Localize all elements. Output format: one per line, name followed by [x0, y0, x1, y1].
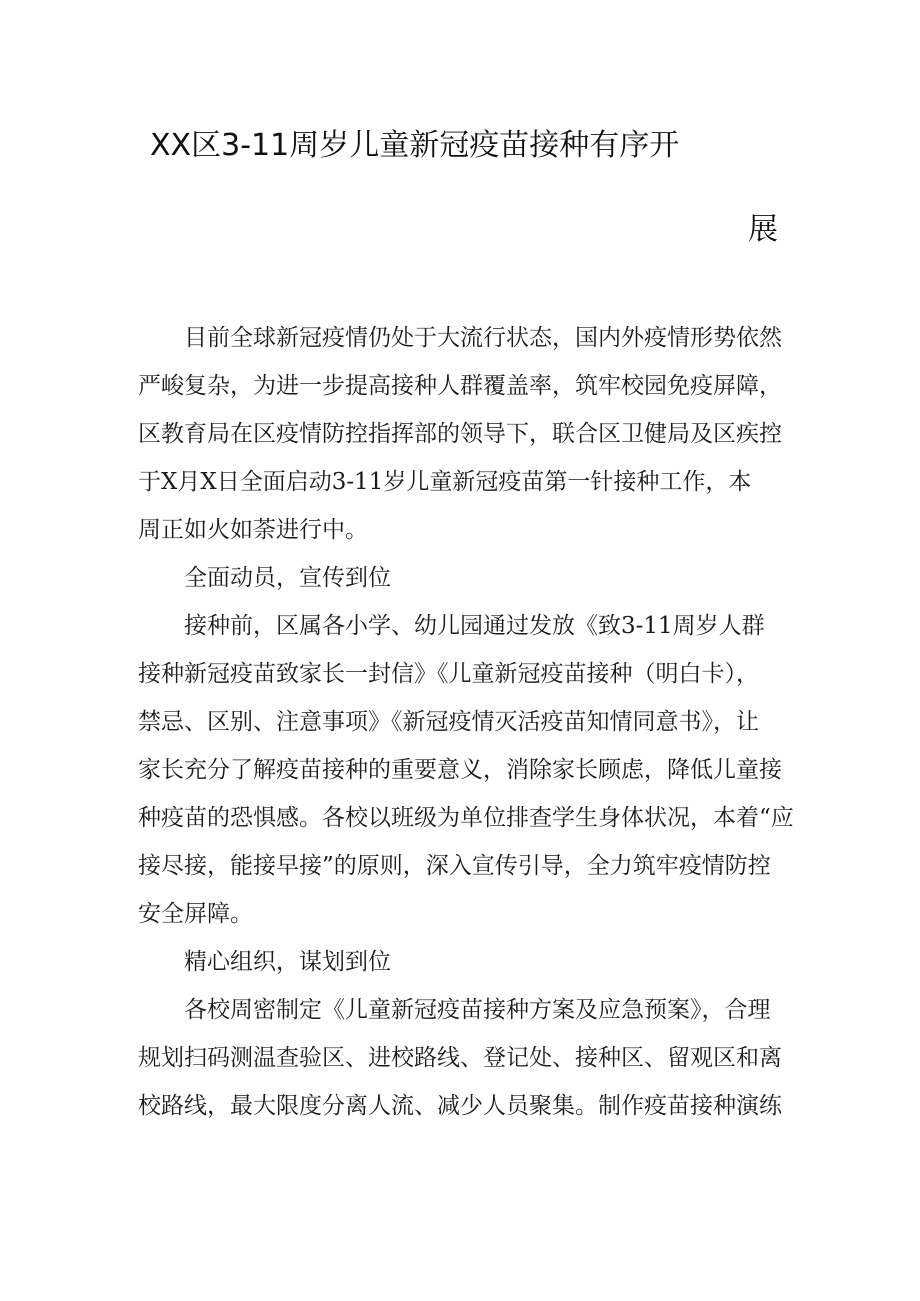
paragraph-line: 校路线，最大限度分离人流、减少人员聚集。制作疫苗接种演练	[138, 1093, 782, 1119]
paragraph-line: 接尽接，能接早接”的原则，深入宣传引导，全力筑牢疫情防控	[138, 853, 771, 879]
section-heading: 全面动员，宣传到位	[184, 565, 391, 591]
paragraph-line: 规划扫码测温查验区、进校路线、登记处、接种区、留观区和离	[138, 1045, 782, 1071]
document-title-line-2: 展	[748, 212, 778, 247]
paragraph-line: 接种前，区属各小学、幼儿园通过发放《致3-11周岁人群	[184, 613, 765, 639]
paragraph-line: 接种新冠疫苗致家长一封信》《儿童新冠疫苗接种（明白卡），	[138, 661, 759, 687]
paragraph-line: 于X月X日全面启动3-11岁儿童新冠疫苗第一针接种工作，本	[138, 469, 752, 495]
document-body	[138, 314, 794, 1130]
paragraph-line: 周正如火如荼进行中。	[138, 517, 368, 543]
paragraph-line: 各校周密制定《儿童新冠疫苗接种方案及应急预案》，合理	[184, 997, 771, 1023]
section-heading: 精心组织，谋划到位	[184, 949, 391, 975]
paragraph-line: 区教育局在区疫情防控指挥部的领导下，联合区卫健局及区疾控	[138, 421, 782, 447]
document-title-line-1: XX区3-11周岁儿童新冠疫苗接种有序开	[150, 128, 680, 163]
paragraph-line: 目前全球新冠疫情仍处于大流行状态，国内外疫情形势依然	[184, 325, 782, 351]
paragraph-line: 种疫苗的恐惧感。各校以班级为单位排查学生身体状况，本着“应	[138, 805, 794, 831]
paragraph-line: 家长充分了解疫苗接种的重要意义，消除家长顾虑，降低儿童接	[138, 757, 782, 783]
paragraph-line: 严峻复杂，为进一步提高接种人群覆盖率，筑牢校园免疫屏障，	[138, 373, 782, 399]
paragraph-line: 安全屏障。	[138, 901, 253, 927]
paragraph-line: 禁忌、区别、注意事项》《新冠疫情灭活疫苗知情同意书》，让	[138, 709, 759, 735]
